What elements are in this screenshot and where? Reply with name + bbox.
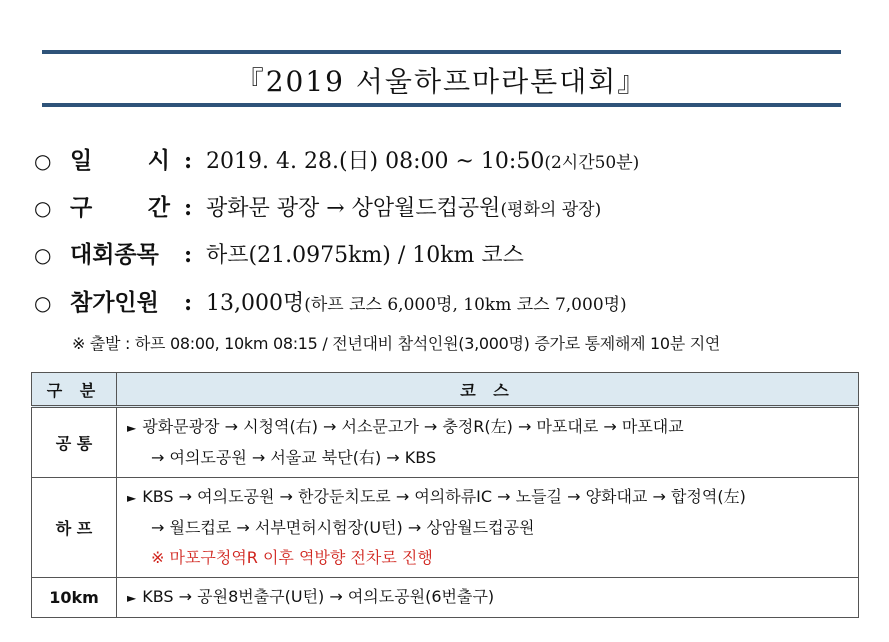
course-line: ► 광화문광장 → 시청역(右) → 서소문고가 → 충정R(左) → 마포대로 → 마포대교 bbox=[127, 417, 684, 436]
page-title: 『2019 서울하프마라톤대회』 bbox=[235, 65, 648, 98]
info-colon: : bbox=[183, 148, 193, 174]
pointer-icon: ► bbox=[127, 591, 137, 605]
row-category: 하 프 bbox=[32, 478, 117, 578]
info-label: 일 시 bbox=[70, 148, 170, 174]
table-row bbox=[32, 478, 859, 578]
pointer-icon: ► bbox=[127, 421, 137, 435]
row-category: 공 통 bbox=[32, 407, 117, 478]
table-header-row bbox=[32, 373, 859, 407]
info-colon: : bbox=[183, 195, 193, 221]
bullet-icon: ○ bbox=[34, 291, 52, 315]
info-colon: : bbox=[183, 242, 193, 268]
header-category: 구 분 bbox=[32, 373, 117, 407]
info-row-schedule bbox=[34, 142, 639, 182]
row-course bbox=[117, 407, 859, 478]
info-row-events bbox=[34, 236, 524, 276]
course-line: → 여의도공원 → 서울교 북단(右) → KBS bbox=[151, 448, 437, 467]
info-label: 대회종목 bbox=[70, 242, 159, 268]
table-row bbox=[32, 578, 859, 618]
info-value: 13,000명(하프 코스 6,000명, 10km 코스 7,000명) bbox=[206, 291, 627, 316]
row-course bbox=[117, 578, 859, 618]
title-bottom-rule bbox=[42, 103, 841, 107]
row-category: 10km bbox=[32, 578, 117, 618]
pointer-icon: ► bbox=[127, 491, 137, 505]
table-row bbox=[32, 407, 859, 478]
course-line: → 월드컵로 → 서부면허시험장(U턴) → 상암월드컵공원 bbox=[151, 518, 535, 537]
info-value: 2019. 4. 28.(日) 08:00 ~ 10:50(2시간50분) bbox=[206, 149, 640, 174]
info-value: 하프(21.0975km) / 10km 코스 bbox=[206, 243, 524, 268]
info-value: 광화문 광장 → 상암월드컵공원(평화의 광장) bbox=[206, 196, 602, 221]
bullet-icon: ○ bbox=[34, 149, 52, 173]
bullet-icon: ○ bbox=[34, 196, 52, 220]
info-label: 구 간 bbox=[70, 195, 170, 221]
course-line: ► KBS → 공원8번출구(U턴) → 여의도공원(6번출구) bbox=[127, 587, 495, 606]
bullet-icon: ○ bbox=[34, 243, 52, 267]
row-course bbox=[117, 478, 859, 578]
info-colon: : bbox=[183, 290, 193, 316]
info-row-participants bbox=[34, 284, 627, 324]
course-table bbox=[31, 372, 859, 618]
start-note: ※ 출발 : 하프 08:00, 10km 08:15 / 전년대비 참석인원(3,000명) 증가로 통제해제 10분 지연 bbox=[72, 334, 721, 353]
info-label: 참가인원 bbox=[70, 290, 159, 316]
title-top-rule bbox=[42, 50, 841, 54]
info-row-section bbox=[34, 189, 601, 229]
course-warning: ※ 마포구청역R 이후 역방향 전차로 진행 bbox=[151, 548, 433, 567]
course-line: ► KBS → 여의도공원 → 한강둔치도로 → 여의하류IC → 노들길 → 양화대교 → 합정역(左) bbox=[127, 487, 746, 506]
header-course: 코 스 bbox=[117, 373, 859, 407]
